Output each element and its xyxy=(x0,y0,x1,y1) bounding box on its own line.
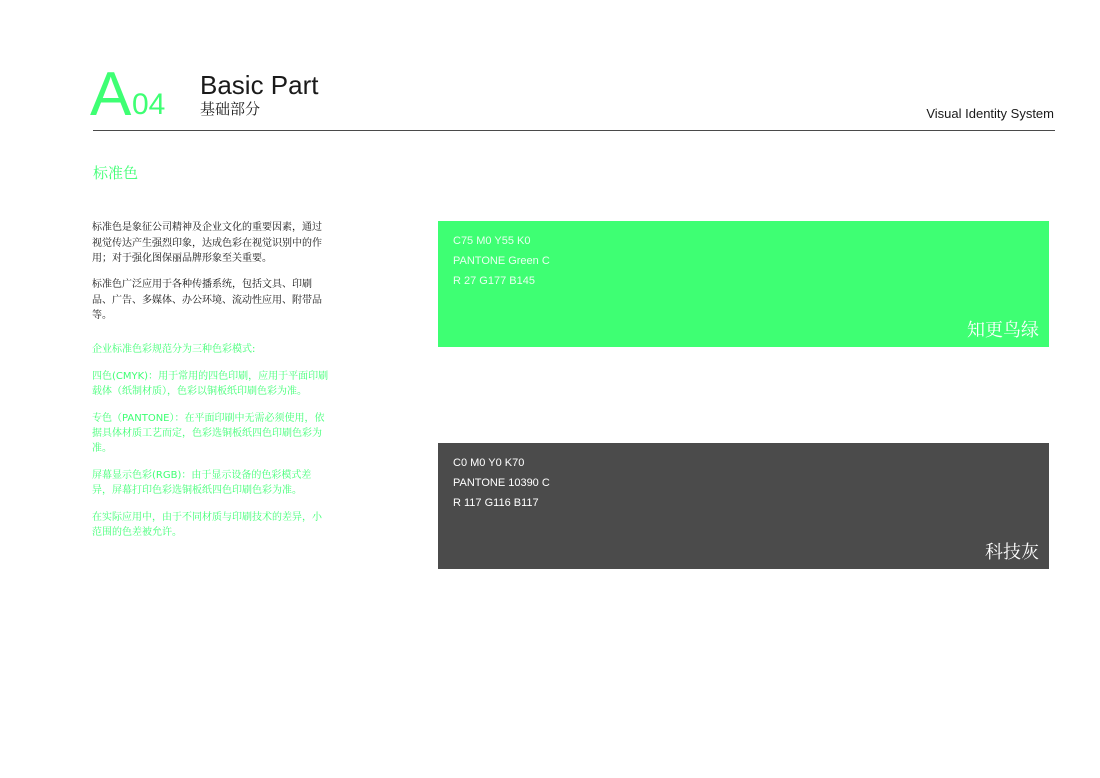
color-mode-pantone: 专色（PANTONE）：在平面印刷中无需必须使用，依据具体材质工艺而定，色彩选铜板纸四色印刷色彩为准。 xyxy=(92,413,325,454)
intro-paragraph-1: 标准色是象征公司精神及企业文化的重要因素，通过视觉传达产生强烈印象，达成色彩在视觉识别中的作用；对于强化图保丽品牌形象至关重要。 xyxy=(92,222,322,264)
page-title-en: Basic Part xyxy=(200,70,319,100)
intro-paragraph-2: 标准色广泛应用于各种传播系统，包括文具、印刷品、广告、多媒体、办公环境、流动性应用、附带品等。 xyxy=(92,279,322,321)
swatch-gray-rgb: R 117 G116 B117 xyxy=(453,497,539,509)
swatch-green-name: 知更鸟绿 xyxy=(967,320,1039,341)
color-mode-note: 在实际应用中，由于不同材质与印刷技术的差异，小范围的色差被允许。 xyxy=(92,512,322,538)
color-mode-heading: 企业标准色彩规范分为三种色彩模式: xyxy=(92,344,256,355)
color-mode-rgb: 屏幕显示色彩(RGB)：由于显示设备的色彩模式差异，屏幕打印色彩选铜板纸四色印刷色彩为准。 xyxy=(92,470,312,496)
color-mode-cmyk: 四色(CMYK)：用于常用的四色印刷，应用于平面印刷载体（纸制材质），色彩以铜板纸印刷色彩为准。 xyxy=(92,371,329,397)
section-number: 04 xyxy=(132,88,166,121)
color-mode-notes xyxy=(92,342,330,552)
swatch-green-rgb: R 27 G177 B145 xyxy=(453,275,535,287)
section-letter: A xyxy=(90,60,129,129)
swatch-gray xyxy=(438,443,1049,569)
swatch-green-cmyk: C75 M0 Y55 K0 xyxy=(453,235,531,247)
swatch-gray-name: 科技灰 xyxy=(985,542,1039,563)
header-divider xyxy=(93,130,1055,131)
section-title: 标准色 xyxy=(93,164,139,182)
swatch-green-pantone: PANTONE Green C xyxy=(453,255,550,267)
swatch-gray-pantone: PANTONE 10390 C xyxy=(453,477,550,489)
swatch-gray-cmyk: C0 M0 Y0 K70 xyxy=(453,457,525,469)
page-title-cn: 基础部分 xyxy=(200,100,261,118)
vis-label: Visual Identity System xyxy=(926,106,1054,121)
swatch-green xyxy=(438,221,1049,347)
